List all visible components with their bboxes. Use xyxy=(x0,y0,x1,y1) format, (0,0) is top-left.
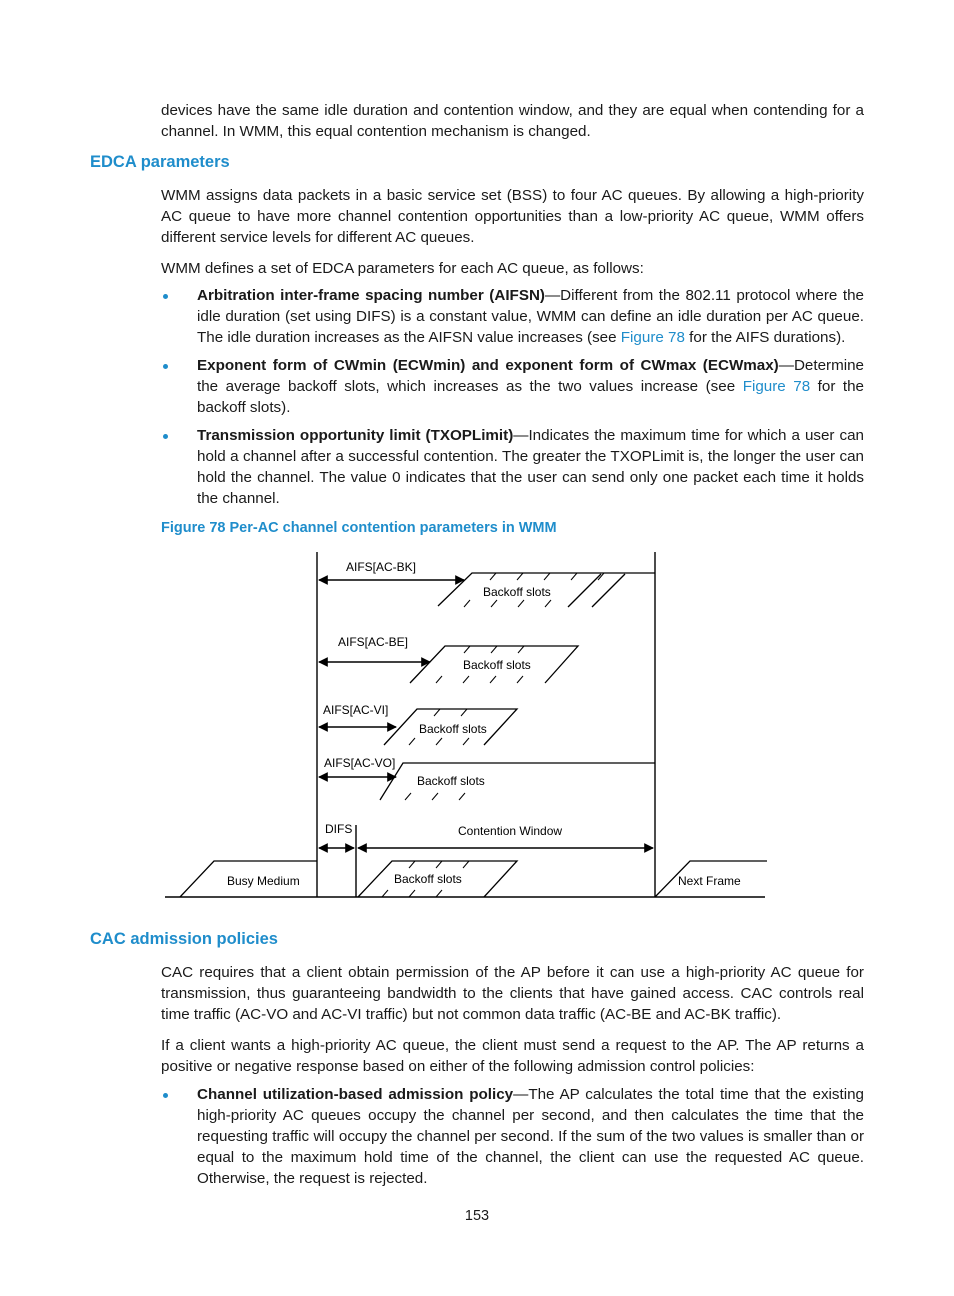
difs-label: DIFS xyxy=(325,822,353,836)
cac-paragraph-2: If a client wants a high-priority AC queue, the client must send a request to the AP. The AP returns a positive or negative response based on either of the following admission control policies: xyxy=(161,1037,864,1075)
contention-window-label: Contention Window xyxy=(458,824,563,838)
edca-paragraph-2: WMM defines a set of EDCA parameters for each AC queue, as follows: xyxy=(161,260,644,277)
bullet-term: Exponent form of CWmin (ECWmin) and exponent form of CWmax (ECWmax) xyxy=(197,357,779,374)
bullet-term: Channel utilization-based admission policy xyxy=(197,1086,514,1103)
backoff-label-bottom: Backoff slots xyxy=(394,872,462,886)
bullet-body: —Different from the 802.11 protocol where the idle duration (set using DIFS) is a constant value, WMM can define an idle duration per AC queue. The idle duration increases as the AIFSN value increases (see xyxy=(197,287,864,346)
bullet-term: Transmission opportunity limit (TXOPLimit) xyxy=(197,427,514,444)
bullet-body: —The AP calculates the total time that the existing high-priority AC queues occupy the channel per second, and then calculates the time that the requesting traffic will occupy the channel per second. If the sum of the two values is smaller than or equal to the maximum hold time of the channel, the client can use the requested AC queue. Otherwise, the request is rejected. xyxy=(197,1086,864,1187)
timeline-row xyxy=(165,861,767,897)
edca-heading: EDCA parameters xyxy=(90,153,230,171)
aifs-be-label: AIFS[AC-BE] xyxy=(338,635,409,649)
bullet-body-end: for the backoff slots). xyxy=(197,378,864,416)
backoff-label-vo: Backoff slots xyxy=(417,774,485,788)
bullet-body: —Determine the average backoff slots, which increases as the two values increase (see xyxy=(197,357,864,395)
aifs-vo-label: AIFS[AC-VO] xyxy=(324,756,396,770)
page-number: 153 xyxy=(464,1208,490,1224)
figure-78-link[interactable]: Figure 78 xyxy=(742,378,811,395)
ac-vi-row xyxy=(319,703,517,745)
backoff-label-be: Backoff slots xyxy=(463,658,531,672)
ac-be-row xyxy=(319,635,578,683)
aifs-vi-label: AIFS[AC-VI] xyxy=(323,703,389,717)
bullet-icon xyxy=(163,1093,168,1098)
cac-paragraph-1: CAC requires that a client obtain permission of the AP before it can use a high-priority AC queue for transmission, thus guaranteeing bandwidth to the clients that have gained access. CAC controls real time traffic (AC-VO and AC-VI traffic) but not common data traffic (AC-BE and AC-BK traffic). xyxy=(161,964,864,1023)
edca-paragraph-1: WMM assigns data packets in a basic service set (BSS) to four AC queues. By allowing a high-priority AC queue to have more channel contention opportunities than a low-priority AC queue, WMM offers different service levels for different AC queues. xyxy=(161,187,864,246)
ac-bk-row xyxy=(319,560,655,607)
cac-heading: CAC admission policies xyxy=(90,930,278,948)
next-frame-label: Next Frame xyxy=(678,874,741,888)
bullet-body: —Indicates the maximum time for which a user can hold a channel after a successful contention. The greater the TXOPLimit is, the longer the user can hold the channel. The value 0 indicates that the user can send only one packet each time it holds the channel. xyxy=(197,427,864,507)
figure-caption: Figure 78 Per-AC channel contention parameters in WMM xyxy=(161,520,557,536)
bullet-body-end: for the AIFS durations). xyxy=(684,329,846,346)
ac-vo-row xyxy=(319,756,655,800)
intro-paragraph: devices have the same idle duration and contention window, and they are equal when contending for a channel. In WMM, this equal contention mechanism is changed. xyxy=(161,102,864,140)
cac-bullet-channel xyxy=(197,1084,864,1189)
figure-78-link[interactable]: Figure 78 xyxy=(620,329,685,346)
bullet-term: Arbitration inter-frame spacing number (AIFSN) xyxy=(197,287,545,304)
backoff-label-vi: Backoff slots xyxy=(419,722,487,736)
backoff-label-bk: Backoff slots xyxy=(483,585,551,599)
aifs-bk-label: AIFS[AC-BK] xyxy=(346,560,417,574)
busy-medium-label: Busy Medium xyxy=(227,874,300,888)
